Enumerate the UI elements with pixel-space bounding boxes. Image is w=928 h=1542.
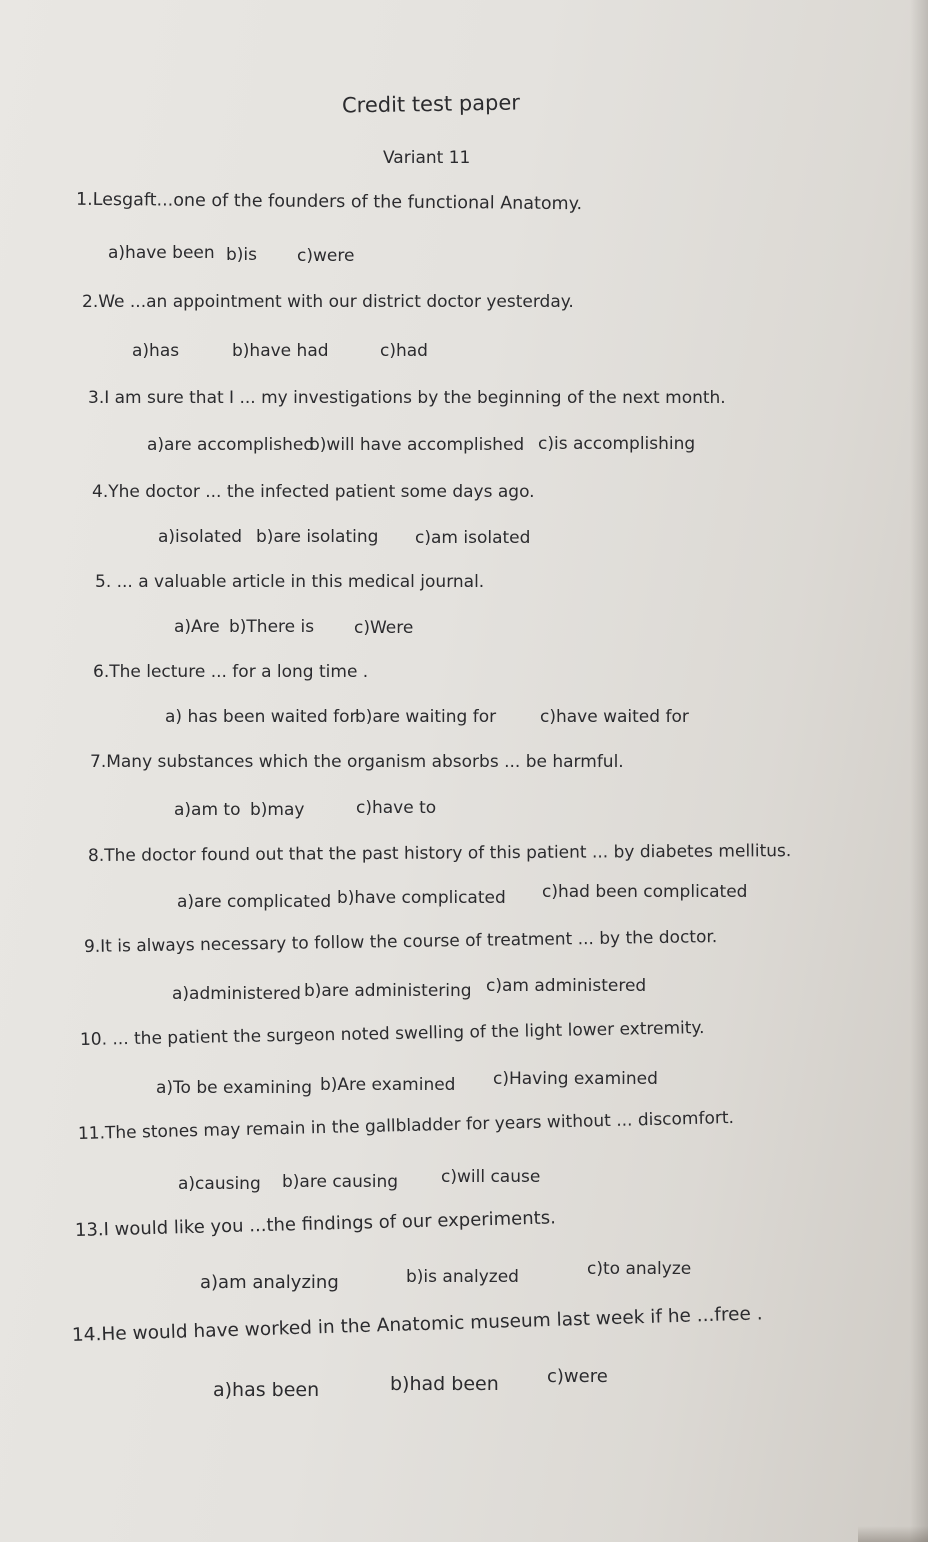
q1-option-a: a)have been	[108, 243, 215, 263]
q8-option-b: b)have complicated	[337, 888, 506, 908]
q4-option-a: a)isolated	[158, 527, 243, 547]
q11-option-c: c)will cause	[441, 1167, 541, 1187]
q14-option-b: b)had been	[390, 1373, 499, 1395]
q10-option-b: b)Are examined	[320, 1075, 456, 1095]
q13-option-a: a)am analyzing	[200, 1272, 339, 1293]
question-6: 6.The lecture ... for a long time .	[93, 662, 369, 682]
q9-option-b: b)are administering	[304, 981, 472, 1001]
q6-option-a: a) has been waited for	[165, 707, 357, 727]
question-9: 9.It is always necessary to follow the course of treatment ... by the doctor.	[83, 927, 718, 957]
q3-option-b: b)will have accomplished	[309, 435, 525, 455]
question-13: 13.I would like you ...the findings of our experiments.	[74, 1207, 557, 1241]
q4-option-b: b)are isolating	[256, 527, 379, 547]
q9-option-c: c)am administered	[486, 976, 647, 996]
q4-option-c: c)am isolated	[415, 528, 531, 548]
q1-option-b: b)is	[226, 245, 258, 265]
q11-option-a: a)causing	[178, 1174, 261, 1194]
question-3: 3.I am sure that I ... my investigations by the beginning of the next month.	[88, 388, 726, 408]
q11-option-b: b)are causing	[282, 1172, 399, 1192]
paper-edge-shadow	[910, 0, 928, 1542]
q7-option-b: b)may	[250, 800, 305, 820]
q2-option-c: c)had	[380, 341, 428, 361]
paper-corner-shadow	[858, 1526, 928, 1542]
question-4: 4.Yhe doctor ... the infected patient some days ago.	[92, 482, 535, 502]
q13-option-b: b)is analyzed	[406, 1267, 519, 1287]
q9-option-a: a)administered	[172, 984, 301, 1004]
q5-option-b: b)There is	[229, 617, 315, 637]
question-14: 14.He would have worked in the Anatomic museum last week if he ...free .	[71, 1303, 763, 1346]
q14-option-c: c)were	[547, 1366, 608, 1387]
question-10: 10. ... the patient the surgeon noted swelling of the light lower extremity.	[79, 1018, 705, 1050]
question-2: 2.We ...an appointment with our district doctor yesterday.	[82, 292, 574, 312]
question-7: 7.Many substances which the organism absorbs ... be harmful.	[90, 752, 624, 772]
q8-option-a: a)are complicated	[177, 892, 332, 912]
q8-option-c: c)had been complicated	[542, 882, 748, 902]
q3-option-c: c)is accomplishing	[538, 434, 696, 454]
q1-option-c: c)were	[297, 246, 355, 266]
q5-option-a: a)Are	[174, 617, 220, 637]
q10-option-c: c)Having examined	[493, 1069, 658, 1089]
q2-option-b: b)have had	[232, 341, 329, 361]
page-title: Credit test paper	[341, 90, 521, 118]
q2-option-a: a)has	[132, 341, 180, 361]
question-1: 1.Lesgaft...one of the founders of the functional Anatomy.	[75, 189, 583, 215]
question-5: 5. ... a valuable article in this medical journal.	[95, 572, 485, 592]
variant-label: Variant 11	[383, 148, 471, 168]
q6-option-b: b)are waiting for	[355, 707, 497, 727]
q13-option-c: c)to analyze	[587, 1259, 692, 1279]
q3-option-a: a)are accomplished	[147, 435, 315, 455]
q6-option-c: c)have waited for	[540, 707, 689, 727]
q7-option-c: c)have to	[356, 798, 437, 818]
q10-option-a: a)To be examining	[156, 1078, 312, 1098]
question-11: 11.The stones may remain in the gallbladder for years without ... discomfort.	[77, 1107, 735, 1144]
question-8: 8.The doctor found out that the past history of this patient ... by diabetes mellitus.	[87, 841, 792, 866]
q7-option-a: a)am to	[174, 800, 241, 820]
q5-option-c: c)Were	[354, 618, 414, 638]
q14-option-a: a)has been	[213, 1379, 320, 1401]
